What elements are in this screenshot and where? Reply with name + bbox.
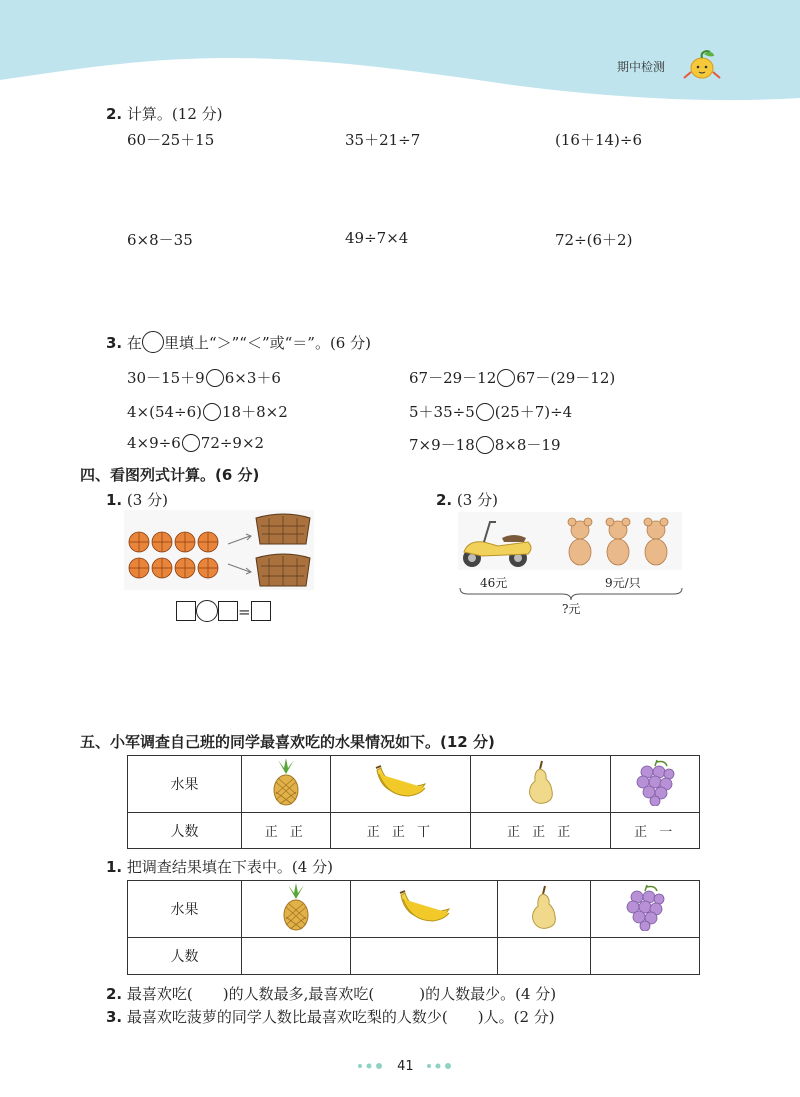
fruit-cell [242,756,331,813]
answer-circle[interactable] [476,436,494,454]
q3-number: 3. [106,334,123,352]
fruit-row-label: 水果 [128,756,242,813]
fruit-cell [497,881,590,938]
calc-item: 6×8－35 [127,231,193,249]
calc-item: 72÷(6＋2) [555,231,633,249]
tally-cell: 正 正 丅 [330,813,470,849]
s4-p2-heading [436,489,498,510]
compare-item [127,401,288,422]
calc-item: 60－25＋15 [127,131,215,149]
basketballs-baskets-picture [124,510,314,590]
s5-q3 [106,1006,555,1027]
count-row-label: 人数 [128,938,242,975]
calc-item: 35＋21÷7 [345,131,421,149]
answer-cell[interactable] [242,938,351,975]
s4-p2-score: (3 分) [456,491,498,509]
left-dots-icon [357,1059,385,1074]
compare-left: 4×(54÷6) [127,403,203,421]
s4-p1-score: (3 分) [126,491,168,509]
answer-cell[interactable] [351,938,497,975]
circle-icon [142,331,164,353]
answer-box[interactable] [176,601,196,621]
q3-heading [106,331,371,353]
calc-item: (16＋14)÷6 [555,131,642,149]
answer-cell[interactable] [497,938,590,975]
compare-item [127,367,281,388]
fruit-cell [470,756,610,813]
count-row-label: 人数 [128,813,242,849]
s4-p2-number: 2. [436,491,453,509]
compare-right: 8×8－19 [494,436,561,454]
tally-cell: 正 正 正 [470,813,610,849]
page-number: 41 [397,1059,414,1074]
s4-p1-heading [106,489,168,510]
banana-icon [373,788,427,806]
s5-q2 [106,983,556,1004]
q3-title-post: 里填上“＞”“＜”或“＝”。(6 分) [163,334,371,352]
q2-title: 计算。(12 分) [126,105,223,123]
compare-right: 72÷9×2 [200,434,265,452]
q2-number: 2. [106,105,123,123]
answer-cell[interactable] [590,938,699,975]
answer-circle[interactable] [182,434,200,452]
operator-circle[interactable] [196,600,218,622]
teddy-bear-icon [568,518,668,565]
bear-price: 9元/只 [605,576,641,590]
compare-left: 67－29－12 [409,369,497,387]
section5-title: 五、小军调查自己班的同学最喜欢吃的水果情况如下。(12 分) [80,733,495,751]
pineapple-icon [276,917,316,935]
compare-right: 67－(29－12) [516,369,616,387]
fruit-cell [590,881,699,938]
calc-item: 49÷7×4 [345,229,409,247]
answer-circle[interactable] [203,403,221,421]
section4-title: 四、看图列式计算。(6 分) [80,466,260,484]
survey-table [127,755,700,849]
fruit-cell [330,756,470,813]
equals-sign: = [238,603,251,621]
fruit-row-label: 水果 [128,881,242,938]
fruit-cell [351,881,497,938]
equation-template [176,600,271,622]
page-footer [357,1059,454,1074]
compare-left: 5＋35÷5 [409,403,475,421]
s4-p1-number: 1. [106,491,123,509]
tally-cell: 正 正 [242,813,331,849]
compare-item [409,434,561,455]
q2-heading [106,103,222,124]
tally-cell: 正 一 [611,813,700,849]
compare-item [409,367,615,388]
header-title: 期中检测 [617,60,666,74]
grape-icon [635,792,675,810]
s5-q3-text: 最喜欢吃菠萝的同学人数比最喜欢吃梨的人数少( )人。(2 分) [126,1008,555,1026]
answer-circle[interactable] [206,369,224,387]
compare-item [409,401,572,422]
banana-icon [397,913,451,931]
scooter-bears-picture [458,512,682,572]
q3-title-pre: 在 [126,334,142,352]
compare-right: 6×3＋6 [224,369,281,387]
s5-q2-text: 最喜欢吃( )的人数最多,最喜欢吃( )的人数最少。(4 分) [126,985,557,1003]
fruit-cell [242,881,351,938]
answer-circle[interactable] [476,403,494,421]
answer-box[interactable] [218,601,238,621]
s5-q2-number: 2. [106,985,123,1003]
s5-q1-text: 把调查结果填在下表中。(4 分) [126,858,333,876]
total-price: ?元 [562,602,581,616]
grape-icon [625,917,665,935]
compare-left: 4×9÷6 [127,434,181,452]
s5-q1-number: 1. [106,858,123,876]
answer-circle[interactable] [497,369,515,387]
mascot-fruit-icon [680,48,724,82]
fruit-cell [611,756,700,813]
s5-q1 [106,856,333,877]
answer-box[interactable] [251,601,271,621]
pear-icon [527,916,561,934]
compare-left: 7×9－18 [409,436,475,454]
result-table [127,880,700,975]
pineapple-icon [266,792,306,810]
right-dots-icon [426,1059,454,1074]
scooter-price: 46元 [480,576,508,590]
compare-item [127,434,264,452]
compare-right: 18＋8×2 [222,403,288,421]
pear-icon [524,791,558,809]
compare-left: 30－15＋9 [127,369,205,387]
compare-right: (25＋7)÷4 [494,403,573,421]
s5-q3-number: 3. [106,1008,123,1026]
